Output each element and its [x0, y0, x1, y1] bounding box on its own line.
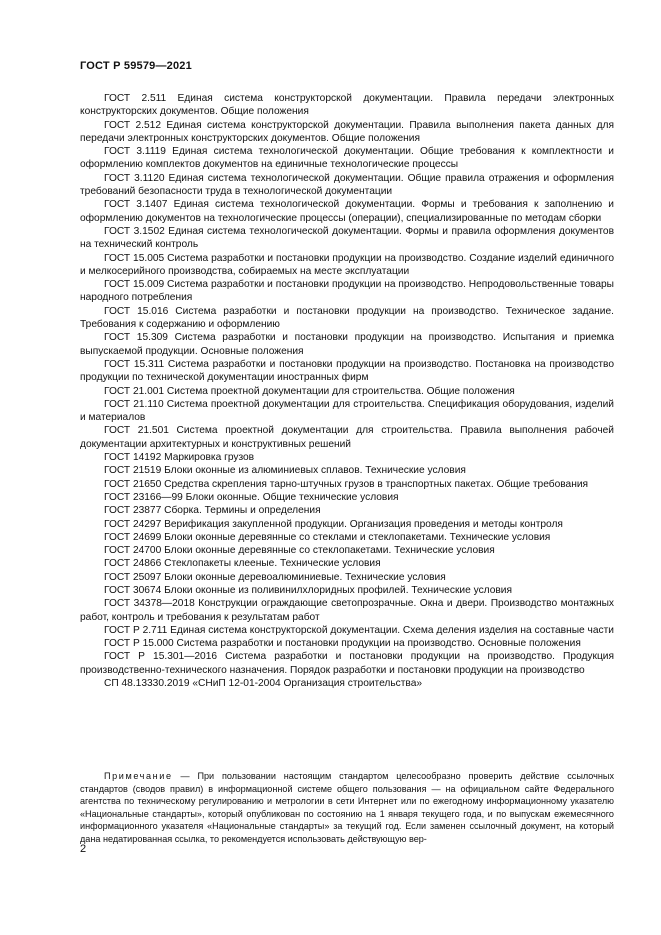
document-header: ГОСТ Р 59579—2021	[80, 60, 192, 72]
page-number: 2	[80, 843, 87, 855]
reference-item: ГОСТ 14192 Маркировка грузов	[104, 452, 255, 464]
note-label: Примечание	[104, 771, 173, 781]
reference-item: ГОСТ 15.311 Система разработки и постановки продукции на производство. Постановка на производство продукции по технической документации иностранных фирм	[80, 358, 614, 384]
reference-item: ГОСТ 21650 Средства скрепления тарно-штучных грузов в транспортных пакетах. Общие требования	[104, 478, 589, 490]
note-text: — При пользовании настоящим стандартом целесообразно проверить действие ссылочных стандартов (сводов правил) в информационной системе общего пользования — на официальном сайте Федерального агентства по техническому регулированию и метрологии в сети Интернет или по ежегодному информационному указателю «Национальные стандарты», который опубликован по состоянию на 1 января текущего года, и по выпускам ежемесячного информационного указателя «Национальные стандарты» за текущий год. Если заменен ссылочный документ, на который дана недатированная ссылка, то рекомендуется использовать действующую вер-	[80, 771, 614, 844]
reference-item: ГОСТ 15.005 Система разработки и постановки продукции на производство. Создание изделий единичного и мелкосерийного производства, собираемых на месте эксплуатации	[80, 252, 614, 277]
reference-item: ГОСТ 2.511 Единая система конструкторской документации. Правила передачи электронных конструкторских документов. Общие положения	[80, 93, 614, 118]
reference-item: ГОСТ 15.309 Система разработки и постановки продукции на производство. Испытания и приемка выпускаемой продукции. Основные положения	[80, 332, 614, 357]
reference-note	[80, 770, 614, 846]
reference-item: ГОСТ 24866 Стеклопакеты клееные. Технические условия	[104, 558, 381, 570]
reference-item: ГОСТ 30674 Блоки оконные из поливинилхлоридных профилей. Технические условия	[104, 584, 513, 596]
reference-item: ГОСТ 3.1407 Единая система технологической документации. Формы и требования к заполнению и оформлению документов на технологические процессы (операции), специализированные по методам сборки	[80, 199, 614, 224]
reference-item: ГОСТ Р 15.000 Система разработки и постановки продукции на производство. Основные положения	[104, 638, 581, 650]
reference-item: ГОСТ 2.512 Единая система конструкторской документации. Правила выполнения пакета данных для передачи электронных конструкторских документов. Общие положения	[80, 119, 614, 144]
reference-item: ГОСТ 24297 Верификация закупленной продукции. Организация проведения и методы контроля	[104, 518, 563, 530]
reference-item: ГОСТ 23877 Сборка. Термины и определения	[104, 505, 321, 517]
reference-item: ГОСТ 15.009 Система разработки и постановки продукции на производство. Непродовольственные товары народного потребления	[80, 279, 614, 304]
reference-item: ГОСТ Р 15.301—2016 Система разработки и постановки продукции на производство. Продукция производственно-технического назначения. Порядок разработки и постановки продукции на производство	[80, 651, 614, 676]
reference-item: ГОСТ 25097 Блоки оконные деревоалюминиевые. Технические условия	[104, 571, 446, 583]
reference-item: ГОСТ 34378—2018 Конструкции ограждающие светопрозрачные. Окна и двери. Производство монтажных работ, контроль и требования к результатам работ	[80, 598, 614, 623]
reference-item: ГОСТ 3.1502 Единая система технологической документации. Формы и правила оформления документов на технический контроль	[80, 225, 614, 251]
reference-item: ГОСТ 21.001 Система проектной документации для строительства. Общие положения	[104, 385, 515, 397]
reference-item: ГОСТ 3.1119 Единая система технологической документации. Общие требования к комплектности и оформлению комплектов документов на единичные технологические процессы	[80, 146, 614, 171]
reference-item: ГОСТ 24699 Блоки оконные деревянные со стеклами и стеклопакетами. Технические условия	[104, 531, 551, 543]
reference-item: ГОСТ 23166—99 Блоки оконные. Общие технические условия	[104, 491, 399, 503]
reference-item: ГОСТ 21.110 Система проектной документации для строительства. Спецификация оборудования, изделий и материалов	[80, 398, 614, 424]
reference-item: ГОСТ 3.1120 Единая система технологической документации. Общие правила отражения и оформления требований безопасности труда в технологической документации	[80, 172, 614, 198]
reference-item: ГОСТ 21.501 Система проектной документации для строительства. Правила выполнения рабочей документации архитектурных и конструктивных решений	[80, 425, 614, 450]
reference-item: СП 48.13330.2019 «СНиП 12-01-2004 Организация строительства»	[104, 678, 423, 690]
reference-item: ГОСТ 15.016 Система разработки и постановки продукции на производство. Техническое задание. Требования к содержанию и оформлению	[80, 305, 614, 331]
normative-references-list	[80, 92, 614, 690]
reference-item: ГОСТ Р 2.711 Единая система конструкторской документации. Схема деления изделия на составные части	[104, 624, 614, 636]
reference-item: ГОСТ 21519 Блоки оконные из алюминиевых сплавов. Технические условия	[104, 465, 466, 477]
reference-item: ГОСТ 24700 Блоки оконные деревянные со стеклопакетами. Технические условия	[104, 545, 495, 557]
